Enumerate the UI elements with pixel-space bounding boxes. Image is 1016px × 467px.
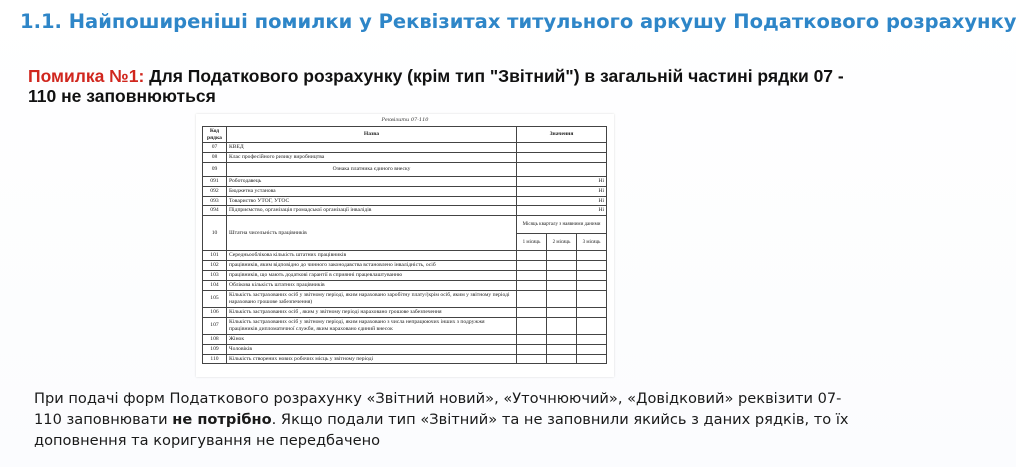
row-name: Чоловіків — [227, 344, 517, 354]
table-caption: Реквізити 07-110 — [381, 117, 429, 123]
row-code: 094 — [203, 206, 227, 216]
requisites-table — [202, 126, 607, 364]
month-cell — [517, 281, 547, 291]
row-value: Ні — [517, 176, 607, 186]
month-cell — [577, 334, 607, 344]
error-label: Помилка №1: — [28, 66, 145, 86]
month-cell — [517, 271, 547, 281]
table-row — [203, 162, 607, 176]
row-name: працівників, яким відповідно до чинного законодавства встановлено інвалідність, осіб — [227, 261, 517, 271]
row-name: Кількість створених нових робочих місць у звітному періоді — [227, 354, 517, 364]
header-name: Назва — [227, 127, 517, 143]
row-name: Ознака платника єдиного внеску — [227, 162, 517, 176]
row-name: КВЕД — [227, 143, 517, 153]
footer-explanation — [34, 388, 854, 451]
month-cell — [547, 317, 577, 334]
month-cell — [517, 261, 547, 271]
month-cell — [577, 271, 607, 281]
month-cell — [547, 290, 577, 307]
table-row — [203, 152, 607, 162]
error-text: Для Податкового розрахунку (крім тип "Звітний") в загальній частині рядки 07 - 110 не заповнюються — [28, 66, 844, 106]
row-name: Кількість застрахованих осіб , яким у звітному періоді нараховано грошове забезпечення — [227, 307, 517, 317]
month-cell — [547, 261, 577, 271]
row-code: 110 — [203, 354, 227, 364]
slide-title: 1.1. Найпоширеніші помилки у Реквізитах титульного аркушу Податкового розрахунку — [20, 10, 1016, 33]
row-name: працівників, що мають додаткові гарантії в сприянні працевлаштуванню — [227, 271, 517, 281]
row-code: 106 — [203, 307, 227, 317]
row-code: 104 — [203, 281, 227, 291]
header-value: Значення — [517, 127, 607, 143]
row-value: Ні — [517, 206, 607, 216]
table-row — [203, 143, 607, 153]
row-value: Ні — [517, 186, 607, 196]
row-code: 101 — [203, 251, 227, 261]
row-value — [517, 162, 607, 176]
table-header-row — [203, 127, 607, 143]
row-code: 09 — [203, 162, 227, 176]
table-row — [203, 281, 607, 291]
row-code: 092 — [203, 186, 227, 196]
row-name: Підприємство, організація громадської організації інвалідів — [227, 206, 517, 216]
row-code: 08 — [203, 152, 227, 162]
row-code: 109 — [203, 344, 227, 354]
month-cell — [577, 317, 607, 334]
row-code: 091 — [203, 176, 227, 186]
month-cell — [577, 307, 607, 317]
quarter-label: Місяць кварталу з наявними даними — [517, 216, 607, 234]
month-cell — [517, 354, 547, 364]
month-1: 1 місяць — [517, 234, 547, 251]
row-name: Клас професійного ризику виробництва — [227, 152, 517, 162]
row-name: Облікова кількість штатних працівників — [227, 281, 517, 291]
month-cell — [517, 344, 547, 354]
table-row — [203, 334, 607, 344]
row-value — [517, 143, 607, 153]
month-cell — [547, 334, 577, 344]
month-cell — [577, 261, 607, 271]
row-code: 102 — [203, 261, 227, 271]
month-cell — [517, 317, 547, 334]
month-cell — [577, 290, 607, 307]
month-3: 3 місяць — [577, 234, 607, 251]
table-row — [203, 271, 607, 281]
footer-text-part2: . Якщо подали тип «Звітний» та не заповнили якийсь з даних рядків, то їх доповнення та коригування не передбачено — [34, 411, 849, 449]
row-code: 07 — [203, 143, 227, 153]
month-cell — [517, 251, 547, 261]
row-code: 108 — [203, 334, 227, 344]
month-cell — [577, 281, 607, 291]
row-value — [517, 152, 607, 162]
row-code: 10 — [203, 216, 227, 251]
row-name: Кількість застрахованих осіб у звітному періоді, яким нараховано заробітну плату/(крім осіб, яким у звітному періоді нараховано грошове забезпечення) — [227, 290, 517, 307]
error-statement — [28, 66, 858, 106]
table-row — [203, 344, 607, 354]
table-row — [203, 317, 607, 334]
month-cell — [517, 290, 547, 307]
month-cell — [547, 251, 577, 261]
row-code: 103 — [203, 271, 227, 281]
table-row — [203, 206, 607, 216]
row-name: Товариство УТОГ, УТОС — [227, 196, 517, 206]
footer-emphasis: не потрібно — [172, 411, 272, 428]
month-cell — [517, 334, 547, 344]
table-row — [203, 290, 607, 307]
table-row — [203, 354, 607, 364]
month-cell — [577, 354, 607, 364]
footer-text-part1: При подачі форм Податкового розрахунку «Звітний новий», «Уточнюючий», «Довідковий» реквізити 07-110 заповнювати — [34, 390, 842, 428]
table-row — [203, 216, 607, 234]
row-name: Кількість застрахованих осіб у звітному періоді, яким нараховано з числа непрацюючих інших з подружжя працівників дипломатичної служби, яким нараховано єдиний внесок — [227, 317, 517, 334]
row-name: Роботодавець — [227, 176, 517, 186]
row-code: 107 — [203, 317, 227, 334]
table-row — [203, 251, 607, 261]
row-name: Бюджетна установа — [227, 186, 517, 196]
table-row — [203, 261, 607, 271]
row-code: 105 — [203, 290, 227, 307]
month-cell — [577, 251, 607, 261]
month-cell — [577, 344, 607, 354]
table-row — [203, 186, 607, 196]
header-code: Код рядка — [203, 127, 227, 143]
table-row — [203, 176, 607, 186]
table-row — [203, 196, 607, 206]
row-code: 093 — [203, 196, 227, 206]
table-row — [203, 307, 607, 317]
month-cell — [547, 271, 577, 281]
row-value: Ні — [517, 196, 607, 206]
row-name: Штатна чисельність працівників — [227, 216, 517, 251]
requisites-table-image — [196, 114, 614, 377]
month-cell — [517, 307, 547, 317]
row-name: Середньооблікова кількість штатних працівників — [227, 251, 517, 261]
row-name: Жінок — [227, 334, 517, 344]
month-cell — [547, 307, 577, 317]
month-cell — [547, 344, 577, 354]
month-cell — [547, 354, 577, 364]
month-cell — [547, 281, 577, 291]
month-2: 2 місяць — [547, 234, 577, 251]
